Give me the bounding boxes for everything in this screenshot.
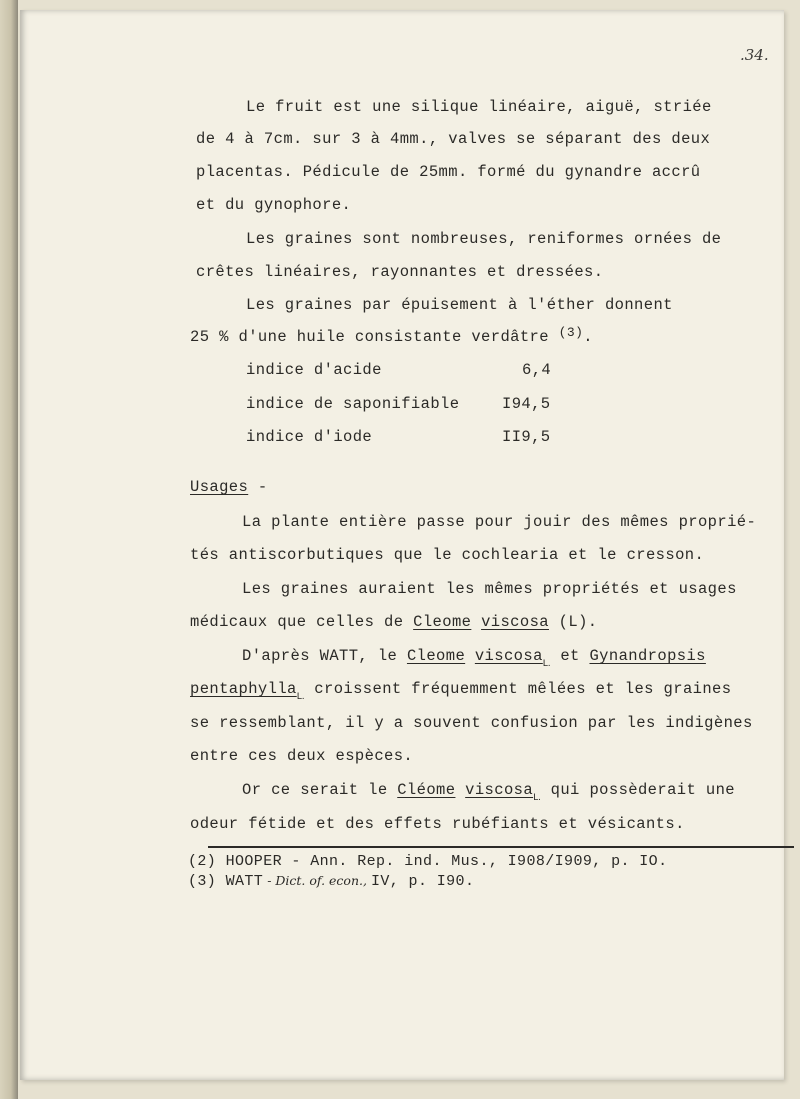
page-number: .34. <box>740 46 769 64</box>
text-line <box>190 680 732 702</box>
index-value: 6,4 <box>522 361 552 379</box>
text-line: La plante entière passe pour jouir des mêmes proprié- <box>242 513 757 531</box>
text-line: entre ces deux espèces. <box>190 747 414 765</box>
text-run: (3) WATT <box>188 873 264 890</box>
text-line: Les graines par épuisement à l'éther donnent <box>246 296 673 314</box>
heading-text: Usages <box>190 478 249 496</box>
text-line: et du gynophore. <box>196 196 352 214</box>
index-label: indice d'iode <box>246 428 373 446</box>
species-name: pentaphylla <box>190 680 297 698</box>
index-label: indice d'acide <box>246 361 382 379</box>
index-value: II9,5 <box>502 428 551 446</box>
text-run: qui possèderait une <box>540 781 735 799</box>
text-run: 25 % d'une huile consistante verdâtre <box>190 328 549 346</box>
author-abbrev: L. <box>533 793 541 803</box>
text-run: D'après WATT, le <box>242 647 407 665</box>
footnote <box>188 873 474 890</box>
author-abbrev: L. <box>542 659 551 669</box>
text-run: IV, p. I90. <box>370 873 475 890</box>
species-name: viscosa <box>481 613 549 631</box>
species-name: Cleome <box>413 613 472 631</box>
text-run <box>455 781 465 799</box>
text-line: Le fruit est une silique linéaire, aiguë, striée <box>246 98 712 116</box>
species-name: Gynandropsis <box>589 647 706 665</box>
text-line <box>242 647 706 669</box>
text-line <box>190 613 598 631</box>
text-line: se ressemblant, il y a souvent confusion par les indigènes <box>190 714 753 732</box>
index-value: I94,5 <box>502 395 551 413</box>
text-line: tés antiscorbutiques que le cochlearia et le cresson. <box>190 546 705 564</box>
species-name: viscosa <box>465 781 534 799</box>
text-run <box>465 647 475 665</box>
text-line: crêtes linéaires, rayonnantes et dressées. <box>196 263 604 281</box>
text-line: odeur fétide et des effets rubéfiants et vésicants. <box>190 815 685 833</box>
text-run <box>471 613 481 631</box>
document-page <box>20 10 784 1080</box>
heading-dash: - <box>248 478 268 496</box>
text-line <box>242 781 735 803</box>
author-abbrev: L. <box>296 692 305 702</box>
text-run: et <box>550 647 590 665</box>
handwritten-note: - Dict. of. econ., <box>263 873 371 888</box>
book-binding <box>0 0 18 1099</box>
text-line <box>190 325 593 346</box>
text-run: médicaux que celles de <box>190 613 414 631</box>
footnote-rule <box>208 846 794 848</box>
text-run: . <box>583 328 593 346</box>
footnote: (2) HOOPER - Ann. Rep. ind. Mus., I908/I909, p. IO. <box>188 853 668 870</box>
species-name: Cleome <box>406 647 466 665</box>
index-label: indice de saponifiable <box>246 395 460 413</box>
text-line: Les graines sont nombreuses, reniformes ornées de <box>246 230 722 248</box>
text-run: Or ce serait le <box>242 781 398 799</box>
text-line: placentas. Pédicule de 25mm. formé du gynandre accrû <box>196 163 701 181</box>
text-run: (L). <box>548 613 598 631</box>
text-line: de 4 à 7cm. sur 3 à 4mm., valves se séparant des deux <box>196 130 711 148</box>
text-line: Les graines auraient les mêmes propriétés et usages <box>242 580 737 598</box>
footnote-ref: (3) <box>558 325 584 340</box>
section-heading <box>190 478 268 496</box>
text-run: croissent fréquemment mêlées et les graines <box>304 680 732 698</box>
species-name: viscosa <box>474 647 543 665</box>
species-name: Cléome <box>397 781 456 799</box>
